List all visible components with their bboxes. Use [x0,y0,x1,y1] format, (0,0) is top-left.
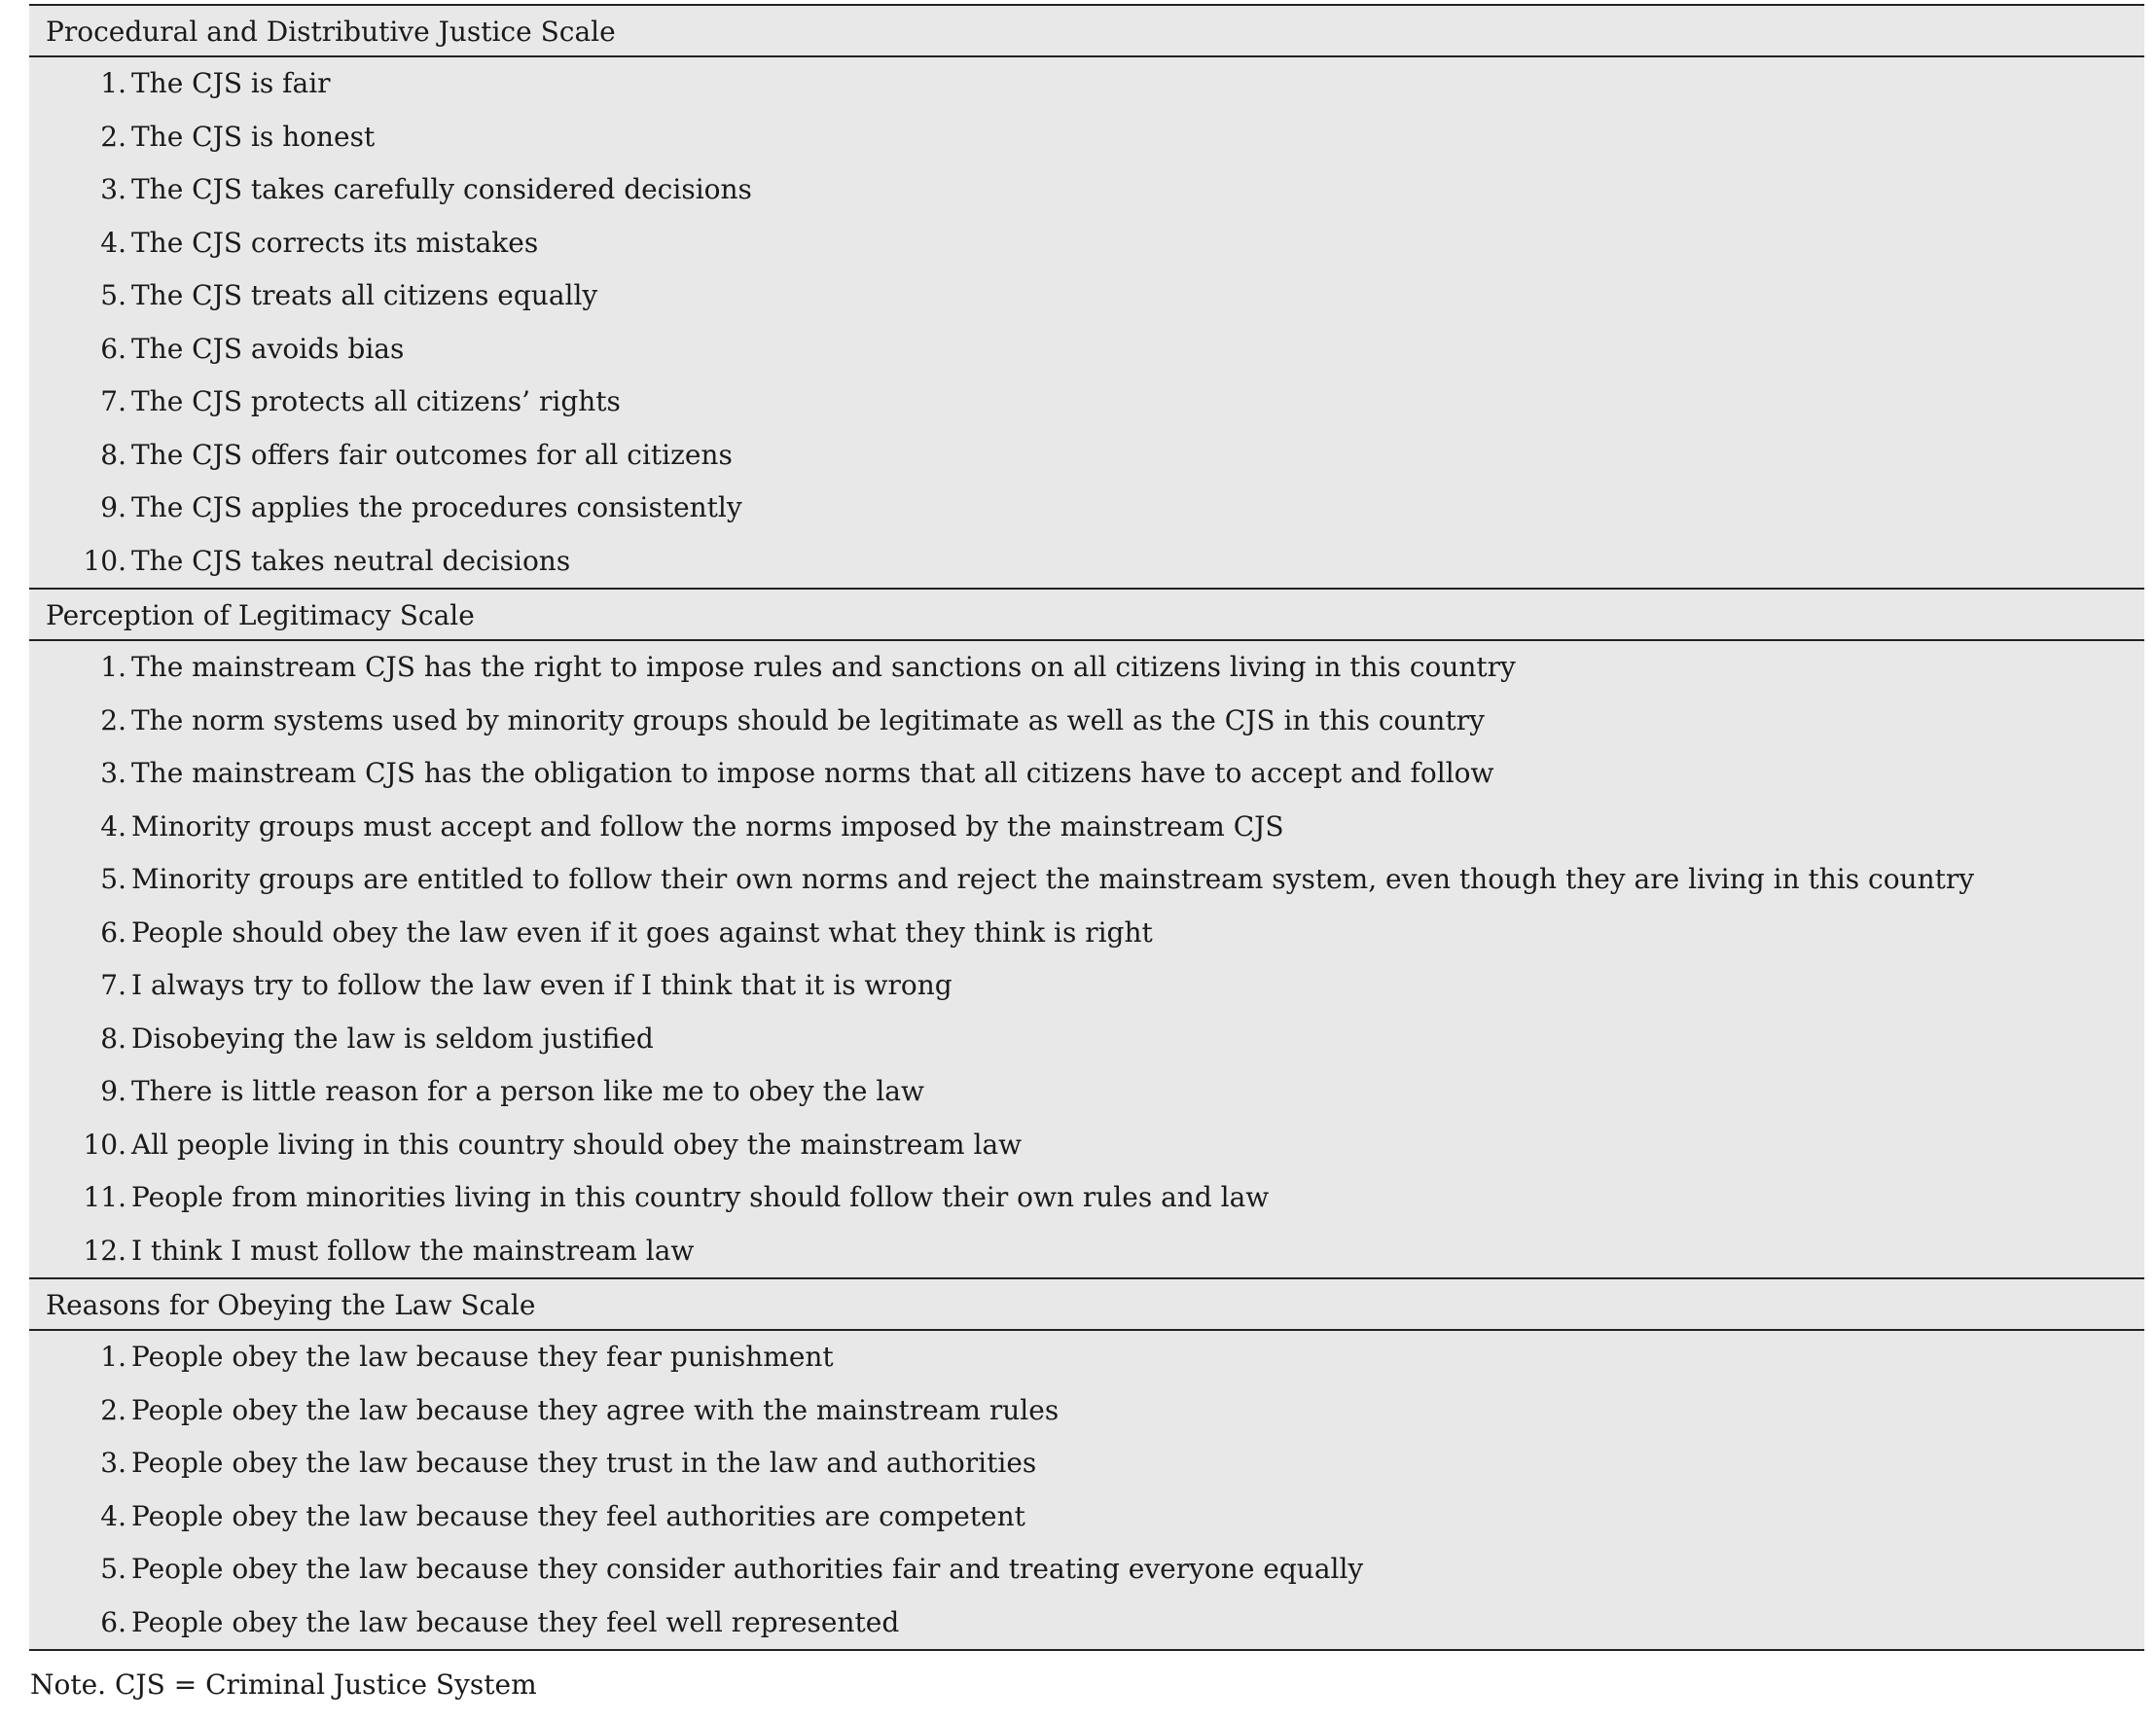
item-number: 7. [100,385,126,417]
item-text: The mainstream CJS has the obligation to impose norms that all citizens have to accept and follow [131,757,1494,789]
scale-item [29,482,2144,535]
item-text: The CJS is fair [131,67,331,99]
scale-item [29,1437,2144,1490]
item-text: The CJS offers fair outcomes for all citizens [131,438,733,471]
item-number: 4. [100,1499,126,1532]
item-number: 3. [100,757,126,789]
scale-item [29,1065,2144,1119]
item-text: People obey the law because they agree with the mainstream rules [131,1393,1060,1426]
scale-item [29,1596,2144,1652]
item-text: The CJS avoids bias [131,332,405,365]
scale-item [29,747,2144,801]
item-text: People from minorities living in this country should follow their own rules and law [131,1181,1270,1213]
item-number: 2. [100,703,126,736]
item-number: 1. [100,1341,126,1373]
scale-item [29,1543,2144,1596]
scale-item [29,1013,2144,1066]
item-number: 10. [83,544,126,577]
scale-item [29,429,2144,483]
section-title: Perception of Legitimacy Scale [29,590,2144,641]
item-text: All people living in this country should obey the mainstream law [131,1128,1023,1161]
item-text: People obey the law because they feel authorities are competent [131,1499,1025,1532]
item-number: 11. [83,1181,126,1213]
scale-item [29,1384,2144,1438]
scale-item [29,641,2144,695]
item-text: The CJS takes neutral decisions [131,544,571,577]
item-number: 8. [100,1022,126,1055]
item-number: 4. [100,809,126,843]
scale-item [29,111,2144,164]
item-text: I always try to follow the law even if I think that it is wrong [131,969,952,1001]
item-text: The CJS takes carefully considered decisions [131,173,752,205]
item-text: People obey the law because they consider authorities fair and treating everyone equally [131,1553,1364,1585]
item-number: 2. [100,1393,126,1426]
item-number: 9. [100,491,126,523]
item-number: 10. [83,1128,126,1161]
item-number: 1. [100,67,126,99]
scale-item [29,1225,2144,1280]
item-number: 1. [100,651,126,683]
item-text: People obey the law because they trust in the law and authorities [131,1447,1037,1479]
item-text: The CJS treats all citizens equally [131,279,598,311]
item-number: 9. [100,1075,126,1107]
item-number: 6. [100,332,126,365]
scale-item [29,217,2144,270]
item-number: 5. [100,1553,126,1585]
item-number: 6. [100,1605,126,1638]
item-text: I think I must follow the mainstream law [131,1234,695,1267]
item-text: People obey the law because they feel well represented [131,1605,900,1638]
item-text: The CJS is honest [131,120,376,153]
table-note: Note. CJS = Criminal Justice System [30,1668,537,1701]
item-text: Disobeying the law is seldom justified [131,1022,654,1055]
item-number: 2. [100,120,126,153]
item-text: The CJS applies the procedures consistently [131,491,742,523]
scale-item [29,853,2144,907]
item-number: 3. [100,173,126,205]
item-text: Minority groups are entitled to follow their own norms and reject the mainstream system, even though they are living in this country [131,863,1975,895]
item-number: 6. [100,915,126,949]
section-title: Reasons for Obeying the Law Scale [29,1279,2144,1331]
scale-item [29,1331,2144,1384]
item-text: There is little reason for a person like me to obey the law [131,1075,924,1107]
item-number: 7. [100,969,126,1001]
scale-item [29,535,2144,591]
scales-table [29,4,2144,1651]
item-text: The CJS corrects its mistakes [131,226,539,259]
item-text: The mainstream CJS has the right to impose rules and sanctions on all citizens living in this country [131,651,1516,683]
scale-item [29,163,2144,217]
scale-item [29,959,2144,1013]
item-number: 3. [100,1447,126,1479]
item-text: People should obey the law even if it goes against what they think is right [131,915,1153,949]
item-text: People obey the law because they fear punishment [131,1341,834,1373]
scale-item [29,376,2144,429]
scale-item [29,1119,2144,1172]
scale-item [29,695,2144,748]
item-number: 4. [100,226,126,259]
scale-item [29,57,2144,111]
scale-item [29,323,2144,377]
scale-item [29,1171,2144,1225]
section-title: Procedural and Distributive Justice Scale [29,6,2144,57]
item-text: Minority groups must accept and follow the norms imposed by the mainstream CJS [131,809,1284,843]
scale-item [29,907,2144,960]
item-number: 12. [83,1234,126,1267]
item-text: The CJS protects all citizens’ rights [131,385,621,417]
scale-item [29,801,2144,854]
item-number: 5. [100,279,126,311]
item-number: 5. [100,863,126,895]
scale-item [29,1490,2144,1544]
item-number: 8. [100,438,126,471]
item-text: The norm systems used by minority groups should be legitimate as well as the CJS in this country [131,703,1485,736]
scale-item [29,269,2144,323]
